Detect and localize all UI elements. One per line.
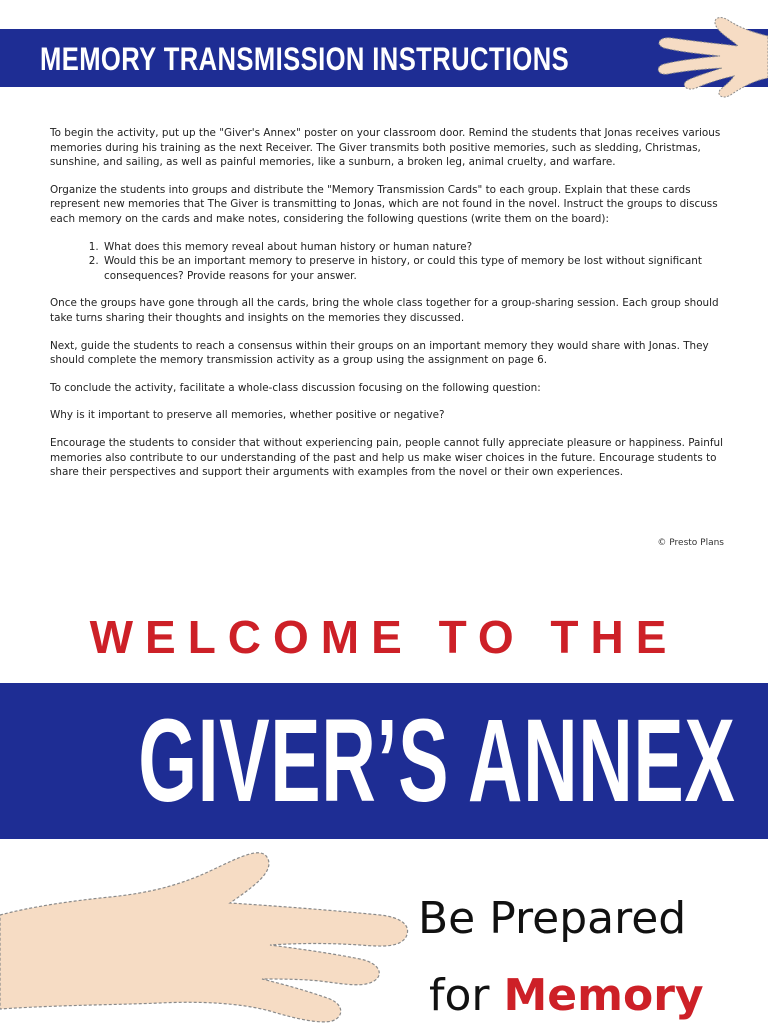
annex-title: GIVER’S ANNEX bbox=[138, 695, 736, 827]
tagline-line-2 bbox=[429, 970, 704, 1022]
tagline-highlight: Memory bbox=[503, 970, 704, 1021]
tagline-prefix: for bbox=[429, 970, 490, 1021]
page-title: MEMORY TRANSMISSION INSTRUCTIONS bbox=[40, 41, 570, 77]
questions-list bbox=[50, 240, 730, 284]
encourage-paragraph: Encourage the students to consider that without experiencing pain, people cannot fully appreciate pleasure or happiness. Painful memories also contribute to our understanding of the past and help us make wiser choices in the future. Encourage students to share their perspectives and support their arguments with examples from the novel or their own experiences. bbox=[50, 436, 723, 479]
pointing-hand-icon bbox=[640, 14, 768, 100]
discussion-question: Why is it important to preserve all memories, whether positive or negative? bbox=[50, 409, 445, 422]
pointing-hand-icon bbox=[0, 845, 420, 1024]
instructions-body bbox=[50, 126, 730, 493]
question-item: 2. Would this be an important memory to preserve in history, or could this type of memory be lost without significant consequences? Provide reasons for your answer. bbox=[102, 254, 730, 283]
copyright-notice: © Presto Plans bbox=[657, 538, 724, 548]
welcome-heading: WELCOME TO THE bbox=[89, 611, 679, 663]
tagline-line-1: Be Prepared bbox=[418, 893, 687, 944]
question-item: 1. What does this memory reveal about human history or human nature? bbox=[102, 240, 730, 255]
intro-paragraph: To begin the activity, put up the "Giver's Annex" poster on your classroom door. Remind the students that Jonas receives various memories during his training as the next Receiver. The Giver transmits both positive memories, such as sledding, Christmas, sunshine, and sailing, as well as painful memories, like a sunburn, a broken leg, animal cruelty, and warfare. bbox=[50, 127, 721, 169]
consensus-paragraph: Next, guide the students to reach a consensus within their groups on an important memory they would share with Jonas. They should complete the memory transmission activity as a group using the assignment on page 6. bbox=[50, 339, 709, 367]
conclude-paragraph: To conclude the activity, facilitate a whole-class discussion focusing on the following question: bbox=[50, 381, 541, 394]
sharing-paragraph: Once the groups have gone through all the cards, bring the whole class together for a group-sharing session. Each group should take turns sharing their thoughts and insights on the memories they discussed. bbox=[50, 297, 719, 324]
groups-paragraph: Organize the students into groups and distribute the "Memory Transmission Cards" to each group. Explain that these cards represent new memories that The Giver is transmitting to Jonas, which are not found in the novel. Instruct the groups to discuss each memory on the cards and make notes, considering the following questions (write them on the board): bbox=[50, 183, 718, 225]
